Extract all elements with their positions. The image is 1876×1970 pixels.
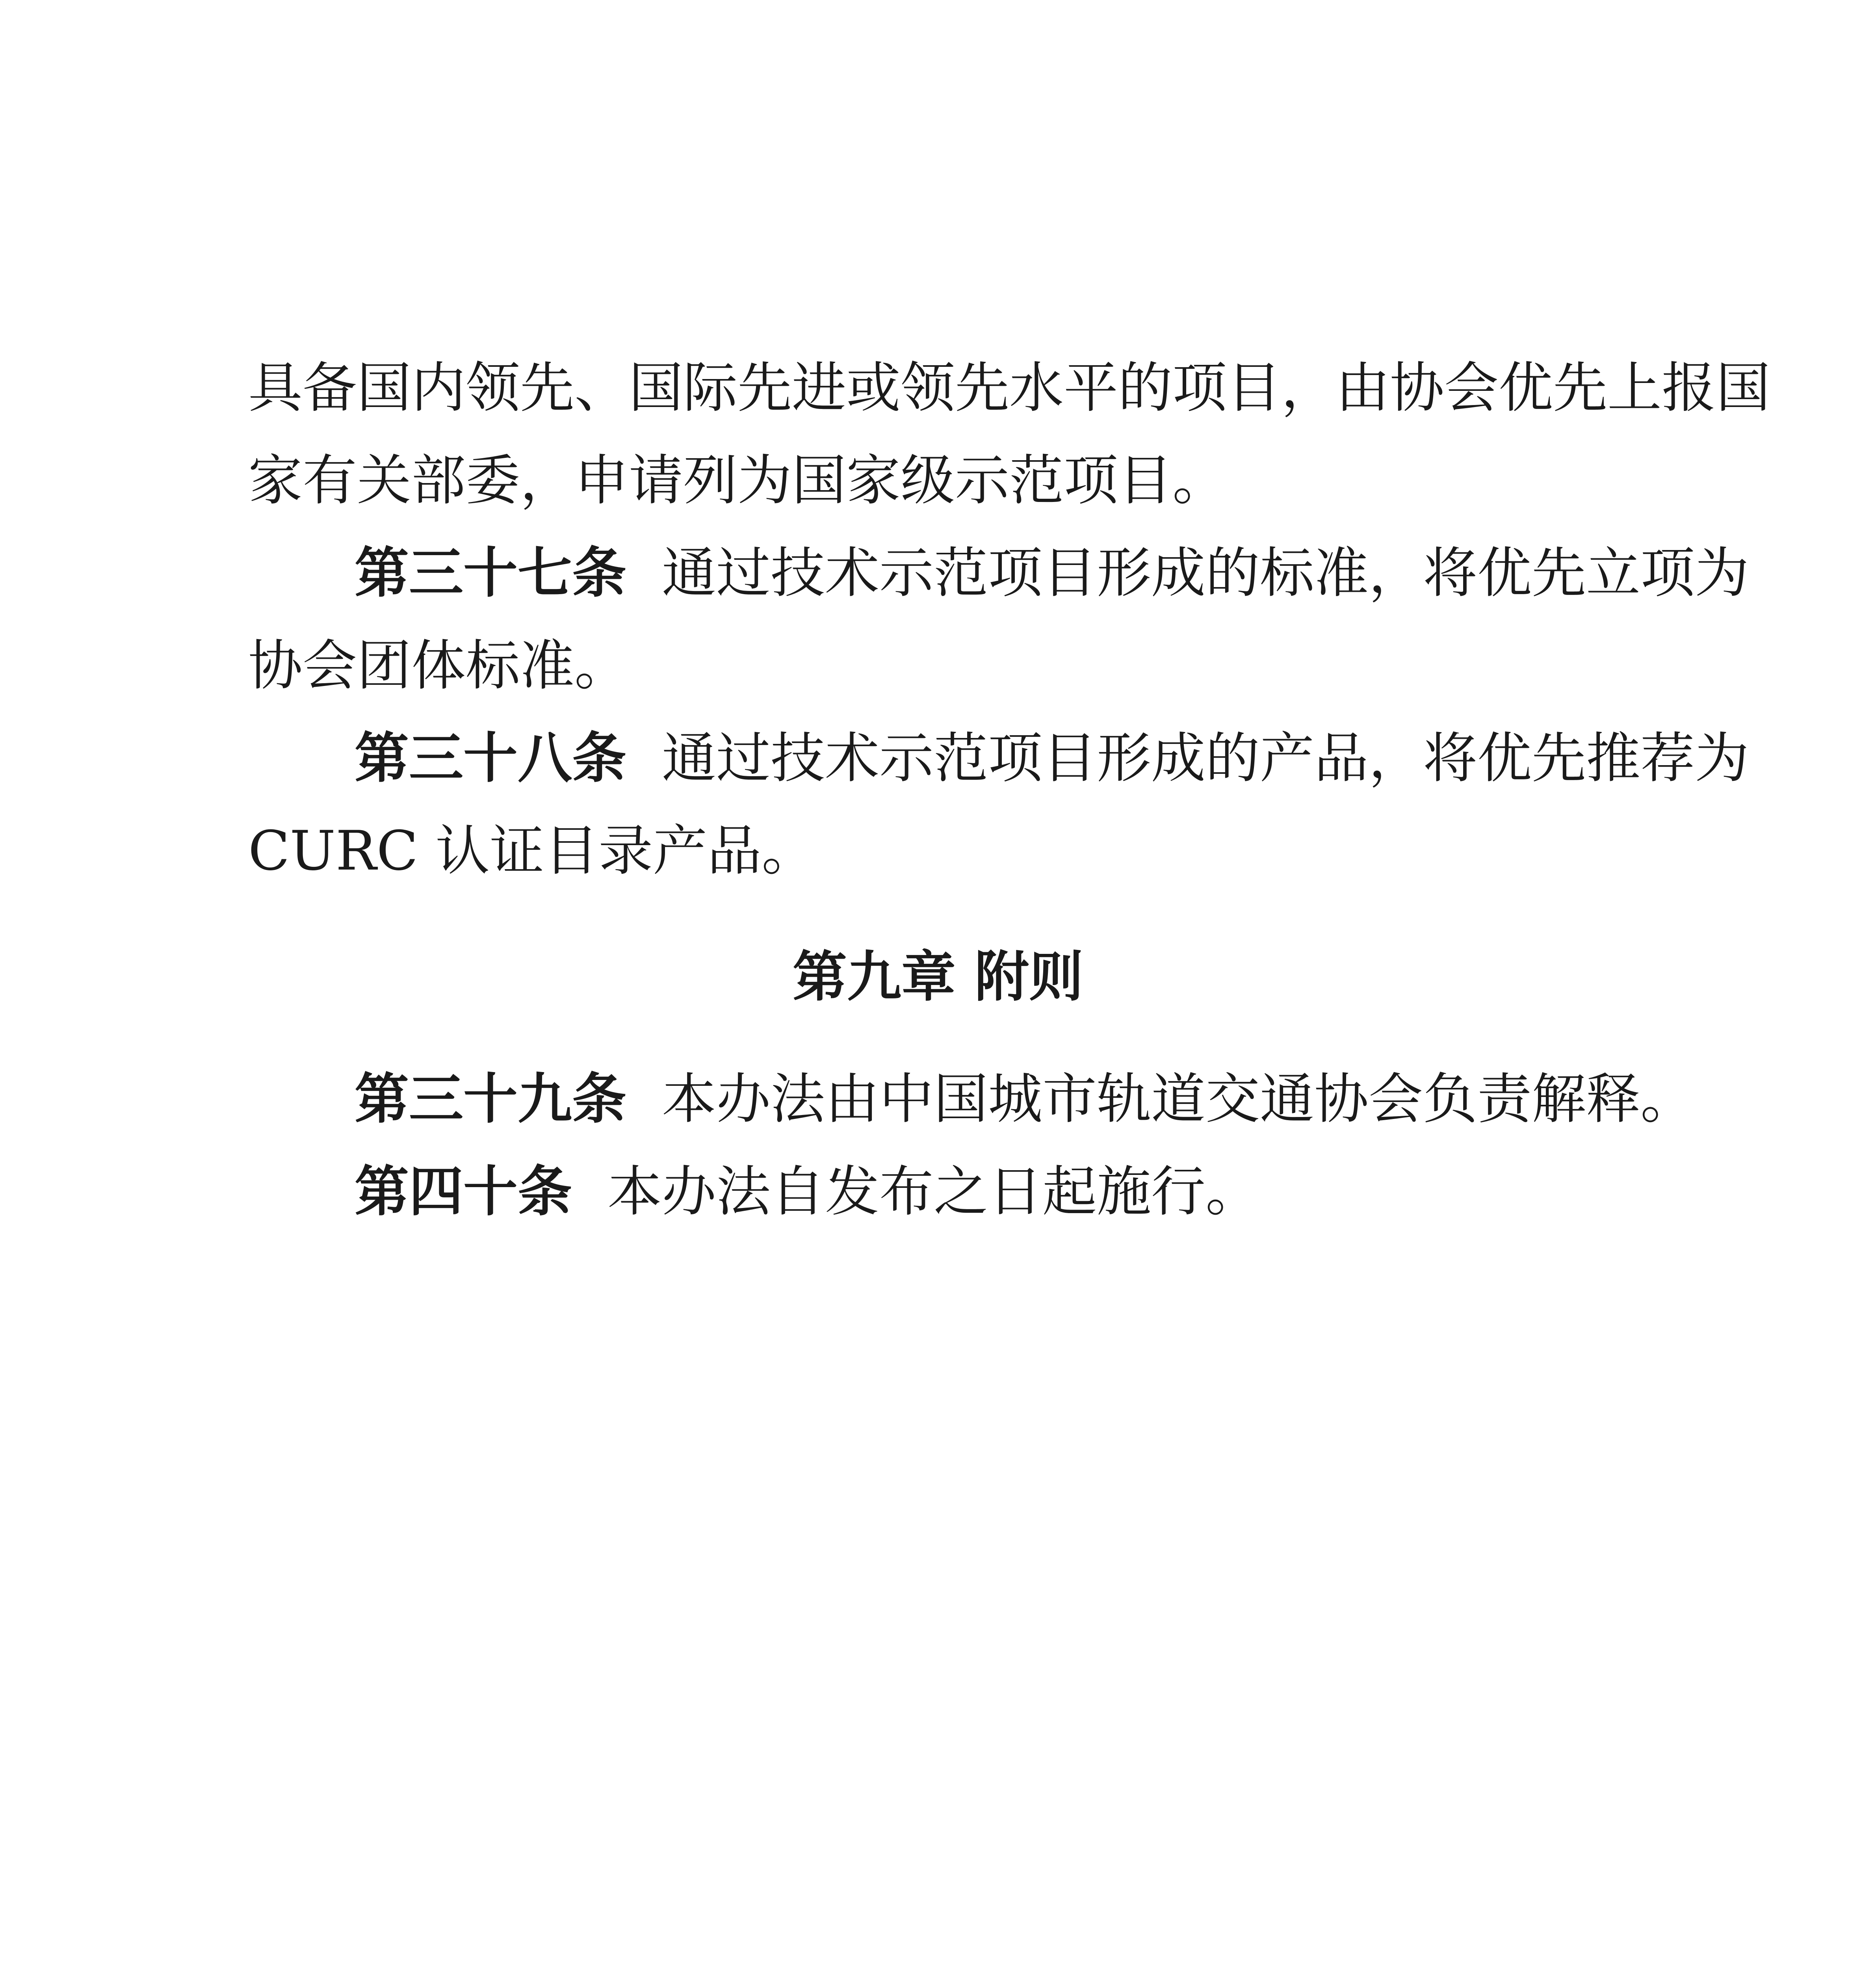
paragraph-text: 家有关部委，申请列为国家级示范项目。 [248, 449, 1227, 512]
article-39 [355, 1067, 1695, 1131]
article-text: CURC 认证目录产品。 [248, 819, 816, 883]
article-text: 本办法由中国城市轨道交通协会负责解释。 [662, 1067, 1695, 1131]
article-label: 第四十条 [355, 1160, 572, 1223]
article-label: 第三十八条 [355, 727, 627, 790]
article-label: 第三十九条 [355, 1067, 627, 1131]
article-text: 本办法自发布之日起施行。 [607, 1160, 1260, 1223]
article-38-line-2 [248, 820, 1647, 883]
article-text: 通过技术示范项目形成的产品，将优先推荐为 [662, 727, 1750, 790]
article-text: 协会团体标准。 [248, 634, 629, 697]
article-37-line-1 [355, 541, 1750, 605]
article-40 [355, 1160, 1647, 1223]
paragraph-continuation-line-2 [248, 449, 1647, 512]
chapter-heading: 第九章 附则 [792, 945, 1084, 1009]
article-37-line-2 [248, 634, 1647, 697]
article-38-line-1 [355, 727, 1750, 790]
article-label: 第三十七条 [355, 541, 627, 605]
paragraph-text: 具备国内领先、国际先进或领先水平的项目，由协会优先上报国 [248, 356, 1771, 420]
article-text: 通过技术示范项目形成的标准，将优先立项为 [662, 541, 1750, 605]
paragraph-continuation-line-1 [248, 356, 1771, 420]
